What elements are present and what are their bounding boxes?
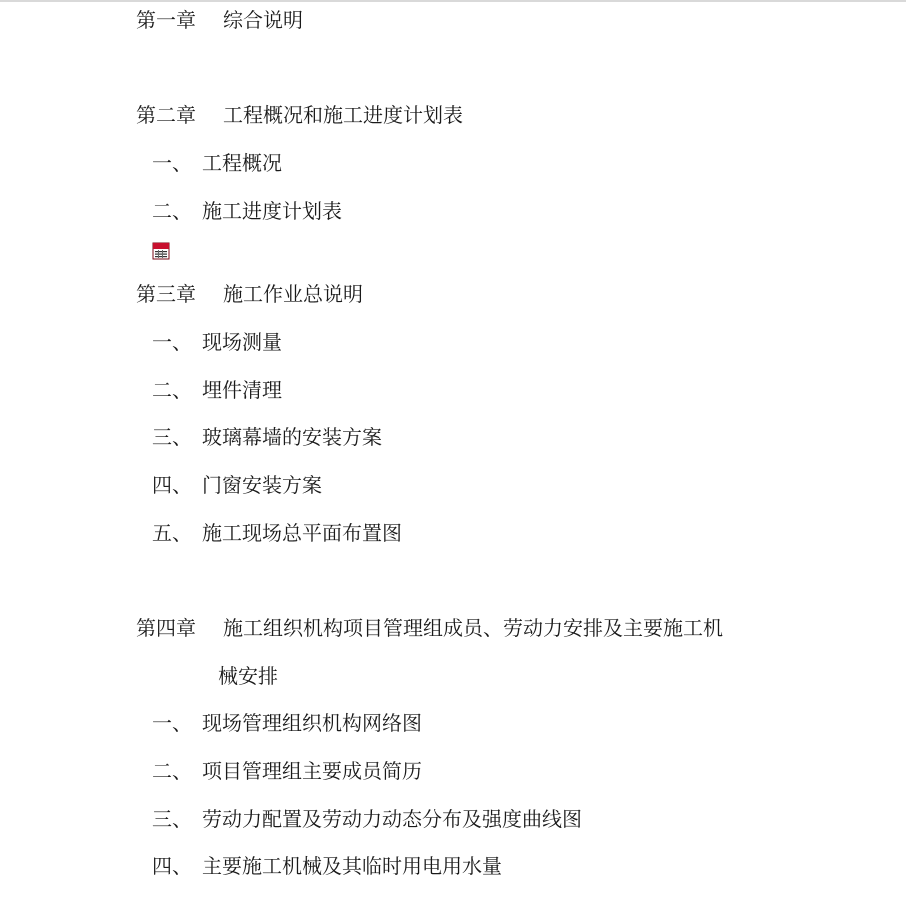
item-number: 二、 bbox=[152, 378, 192, 402]
item-text: 现场测量 bbox=[202, 330, 282, 354]
chapter-1-heading bbox=[136, 7, 303, 33]
item-text: 施工进度计划表 bbox=[202, 199, 342, 223]
item-number: 一、 bbox=[152, 711, 192, 735]
chapter-title: 工程概况和施工进度计划表 bbox=[223, 103, 463, 127]
item-text: 埋件清理 bbox=[202, 378, 282, 402]
list-item bbox=[152, 198, 342, 224]
list-item bbox=[152, 329, 282, 355]
list-item bbox=[152, 520, 402, 546]
chapter-3-heading bbox=[136, 281, 363, 307]
top-border bbox=[0, 0, 906, 2]
spreadsheet-object-icon[interactable] bbox=[152, 242, 170, 260]
chapter-number: 第二章 bbox=[136, 103, 196, 127]
item-number: 二、 bbox=[152, 199, 192, 223]
item-text: 施工现场总平面布置图 bbox=[202, 521, 402, 545]
list-item bbox=[152, 424, 382, 450]
item-text: 门窗安装方案 bbox=[202, 473, 322, 497]
item-text: 劳动力配置及劳动力动态分布及强度曲线图 bbox=[202, 807, 582, 831]
item-number: 四、 bbox=[152, 854, 192, 878]
chapter-title-continuation: 械安排 bbox=[218, 664, 278, 688]
chapter-title: 施工作业总说明 bbox=[223, 282, 363, 306]
item-number: 一、 bbox=[152, 151, 192, 175]
chapter-number: 第四章 bbox=[136, 616, 196, 640]
chapter-4-heading bbox=[136, 615, 723, 641]
item-text: 项目管理组主要成员简历 bbox=[202, 759, 422, 783]
item-text: 工程概况 bbox=[202, 151, 282, 175]
chapter-number: 第一章 bbox=[136, 8, 196, 32]
list-item bbox=[152, 710, 422, 736]
item-number: 五、 bbox=[152, 521, 192, 545]
list-item bbox=[152, 150, 282, 176]
list-item bbox=[152, 472, 322, 498]
item-number: 三、 bbox=[152, 807, 192, 831]
item-number: 三、 bbox=[152, 425, 192, 449]
list-item bbox=[152, 853, 502, 879]
chapter-title: 综合说明 bbox=[223, 8, 303, 32]
chapter-2-heading bbox=[136, 102, 463, 128]
item-number: 四、 bbox=[152, 473, 192, 497]
list-item bbox=[152, 806, 582, 832]
list-item bbox=[152, 377, 282, 403]
item-text: 主要施工机械及其临时用电用水量 bbox=[202, 854, 502, 878]
chapter-number: 第三章 bbox=[136, 282, 196, 306]
list-item bbox=[152, 758, 422, 784]
item-text: 现场管理组织机构网络图 bbox=[202, 711, 422, 735]
item-text: 玻璃幕墙的安装方案 bbox=[202, 425, 382, 449]
item-number: 二、 bbox=[152, 759, 192, 783]
item-number: 一、 bbox=[152, 330, 192, 354]
chapter-title: 施工组织机构项目管理组成员、劳动力安排及主要施工机 bbox=[223, 616, 723, 640]
